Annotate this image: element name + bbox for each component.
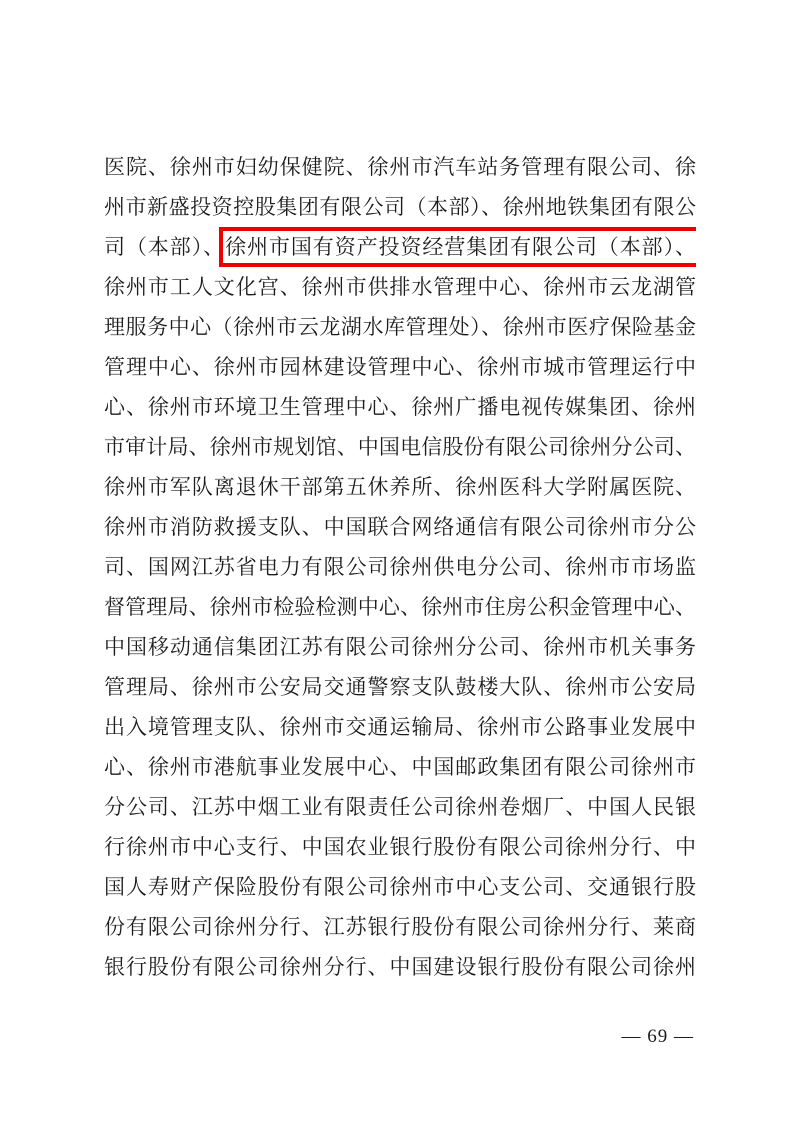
- text-line: 份有限公司徐州分行、江苏银行股份有限公司徐州分行、莱商: [104, 915, 696, 939]
- text-line-highlighted: [104, 227, 696, 267]
- text-line: 管理局、徐州市公安局交通警察支队鼓楼大队、徐州市公安局: [104, 675, 696, 699]
- page-number: — 69 —: [621, 1026, 694, 1047]
- text-line: 管理中心、徐州市园林建设管理中心、徐州市城市管理运行中: [104, 355, 696, 379]
- text-line: 徐州市消防救援支队、中国联合网络通信有限公司徐州市分公: [104, 515, 696, 539]
- text-line: 督管理局、徐州市检验检测中心、徐州市住房公积金管理中心、: [104, 595, 696, 619]
- text-line: 徐州市军队离退休干部第五休养所、徐州医科大学附属医院、: [104, 475, 696, 499]
- text-line: 出入境管理支队、徐州市交通运输局、徐州市公路事业发展中: [104, 715, 696, 739]
- body-text: [104, 147, 696, 987]
- text-line: 银行股份有限公司徐州分行、中国建设银行股份有限公司徐州: [104, 955, 696, 979]
- text-line: 中国移动通信集团江苏有限公司徐州分公司、徐州市机关事务: [104, 635, 696, 659]
- text-line: 心、徐州市环境卫生管理中心、徐州广播电视传媒集团、徐州: [104, 395, 696, 419]
- text-line: 司、国网江苏省电力有限公司徐州供电分公司、徐州市市场监: [104, 555, 696, 579]
- text-line: 分公司、江苏中烟工业有限责任公司徐州卷烟厂、中国人民银: [104, 795, 696, 819]
- text-line: 市审计局、徐州市规划馆、中国电信股份有限公司徐州分公司、: [104, 435, 696, 459]
- highlight-box: 徐州市国有资产投资经营集团有限公司（本部）、: [219, 227, 696, 267]
- text-line: 国人寿财产保险股份有限公司徐州市中心支公司、交通银行股: [104, 875, 696, 899]
- text-line: 行徐州市中心支行、中国农业银行股份有限公司徐州分行、中: [104, 835, 696, 859]
- text-line: 州市新盛投资控股集团有限公司（本部）、徐州地铁集团有限公: [104, 195, 696, 219]
- text-line: 理服务中心（徐州市云龙湖水库管理处）、徐州市医疗保险基金: [104, 315, 696, 339]
- text-line: 医院、徐州市妇幼保健院、徐州市汽车站务管理有限公司、徐: [104, 155, 696, 179]
- highlight-prefix-text: 司（本部）、: [104, 235, 226, 259]
- text-line: 心、徐州市港航事业发展中心、中国邮政集团有限公司徐州市: [104, 755, 696, 779]
- text-line: 徐州市工人文化宫、徐州市供排水管理中心、徐州市云龙湖管: [104, 275, 696, 299]
